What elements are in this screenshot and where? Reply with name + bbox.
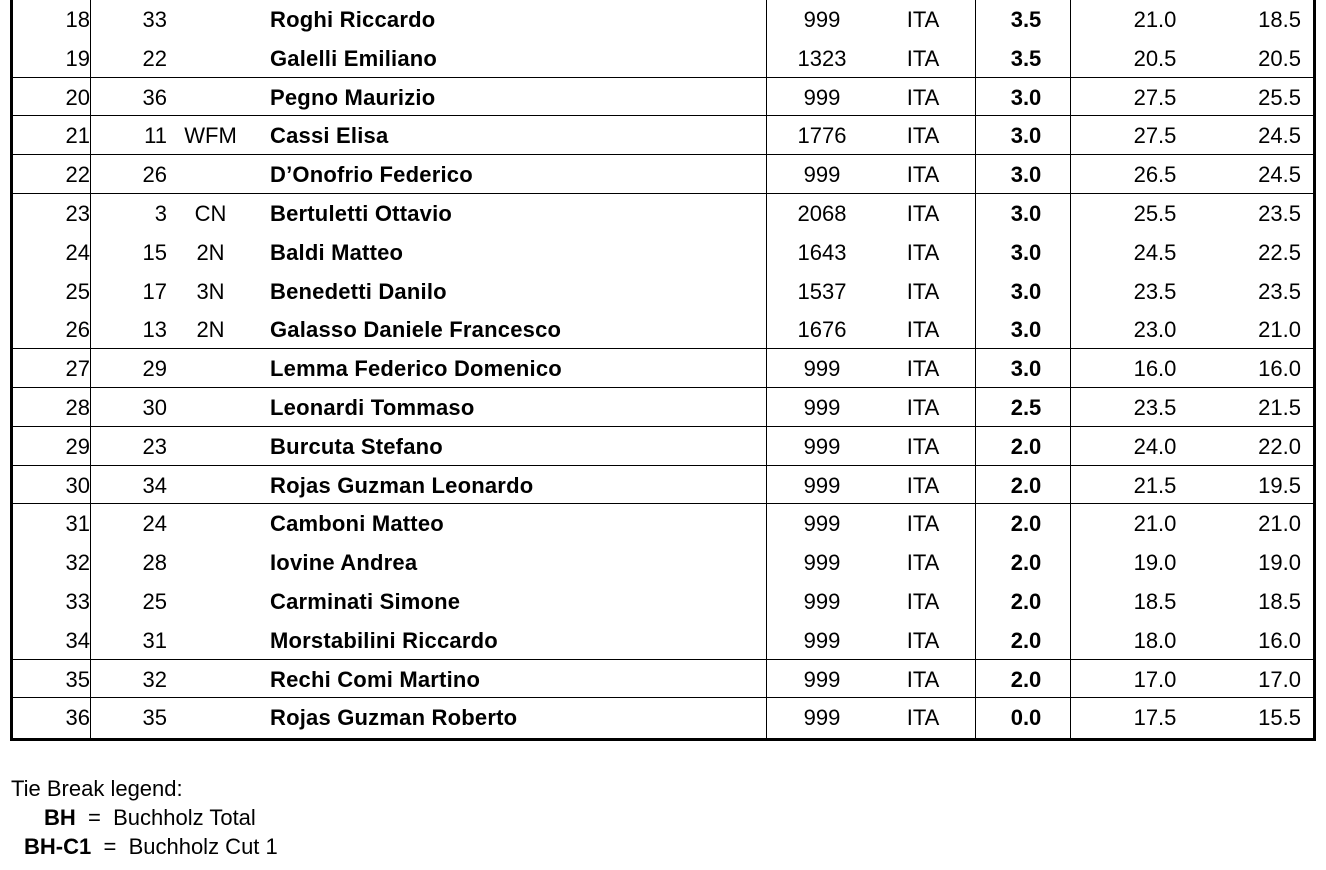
federation-cell: ITA <box>906 472 940 498</box>
rating-cell: 999 <box>803 627 841 653</box>
title-cell <box>173 0 248 39</box>
rating-cell: 1323 <box>797 45 847 71</box>
player-name-cell: Carminati Simone <box>270 589 461 614</box>
rating-cell: 999 <box>803 666 841 692</box>
points-cell: 2.0 <box>1010 627 1042 653</box>
rating-cell: 1776 <box>797 123 847 149</box>
points-cell: 3.0 <box>1010 317 1042 343</box>
federation-cell: ITA <box>906 511 940 537</box>
player-name-cell: Bertuletti Ottavio <box>270 201 453 226</box>
starting-number-cell: 35 <box>142 705 167 731</box>
player-name-cell: Iovine Andrea <box>270 550 418 576</box>
player-name-cell: D’Onofrio Federico <box>270 162 473 188</box>
title-cell: WFM <box>184 123 237 149</box>
title-cell: CN <box>194 201 227 226</box>
starting-number-cell: 26 <box>142 162 167 188</box>
table-row <box>13 504 1313 543</box>
federation-cell: ITA <box>906 395 940 420</box>
starting-number-cell: 30 <box>142 395 167 420</box>
federation-cell: ITA <box>906 278 940 304</box>
title-cell <box>173 660 248 699</box>
rating-cell: 999 <box>803 162 841 188</box>
buchholz-cell: 24.5 <box>1133 239 1177 265</box>
buchholz-cut1-cell: 21.5 <box>1258 395 1301 420</box>
player-name-cell: Morstabilini Riccardo <box>270 627 498 653</box>
player-name-cell: Benedetti Danilo <box>270 278 447 304</box>
rank-cell: 35 <box>65 666 90 692</box>
rating-cell: 999 <box>803 84 841 110</box>
table-row <box>13 39 1313 78</box>
rating-cell: 999 <box>803 511 841 537</box>
buchholz-cut1-cell: 23.5 <box>1258 278 1301 304</box>
rank-cell: 20 <box>65 84 90 110</box>
standings-table <box>10 0 1316 741</box>
title-cell: 2N <box>196 239 225 265</box>
rank-cell: 32 <box>65 550 90 576</box>
federation-cell: ITA <box>906 45 940 71</box>
starting-number-cell: 13 <box>142 317 167 343</box>
points-cell: 3.5 <box>1010 7 1042 32</box>
rating-cell: 999 <box>803 433 841 459</box>
legend-heading: Tie Break legend: <box>11 776 183 801</box>
rank-cell: 21 <box>65 123 90 149</box>
table-row <box>13 660 1313 699</box>
starting-number-cell: 34 <box>142 472 167 498</box>
buchholz-cut1-cell: 22.5 <box>1258 239 1301 265</box>
starting-number-cell: 15 <box>142 239 167 265</box>
rank-cell: 29 <box>65 433 90 459</box>
rank-cell: 34 <box>65 627 90 653</box>
federation-cell: ITA <box>906 589 940 614</box>
points-cell: 3.0 <box>1010 278 1042 304</box>
rank-cell: 18 <box>65 7 90 32</box>
title-cell <box>173 582 248 621</box>
title-cell <box>173 388 248 427</box>
buchholz-cell: 19.0 <box>1133 550 1177 576</box>
buchholz-cut1-cell: 24.5 <box>1258 123 1301 149</box>
table-row <box>13 621 1313 660</box>
buchholz-cell: 21.0 <box>1133 511 1177 537</box>
buchholz-cut1-cell: 17.0 <box>1258 666 1301 692</box>
title-cell <box>173 39 248 78</box>
starting-number-cell: 31 <box>142 627 167 653</box>
points-cell: 2.5 <box>1010 395 1042 420</box>
points-cell: 2.0 <box>1010 511 1042 537</box>
buchholz-cut1-cell: 16.0 <box>1258 627 1301 653</box>
buchholz-cell: 18.5 <box>1133 589 1177 614</box>
buchholz-cut1-cell: 24.5 <box>1258 162 1301 188</box>
table-row <box>13 116 1313 155</box>
federation-cell: ITA <box>906 317 940 343</box>
table-row <box>13 155 1313 194</box>
points-cell: 3.0 <box>1010 356 1042 382</box>
table-row <box>13 466 1313 505</box>
buchholz-cell: 17.5 <box>1133 705 1177 731</box>
player-name-cell: Rechi Comi Martino <box>270 666 481 692</box>
starting-number-cell: 25 <box>142 589 167 614</box>
starting-number-cell: 36 <box>142 84 167 110</box>
points-cell: 3.0 <box>1010 239 1042 265</box>
table-row <box>13 310 1313 349</box>
buchholz-cell: 21.0 <box>1133 7 1177 32</box>
title-cell <box>173 427 248 466</box>
rating-cell: 1676 <box>797 317 847 343</box>
buchholz-cut1-cell: 18.5 <box>1258 7 1301 32</box>
rank-cell: 23 <box>65 201 90 226</box>
rating-cell: 1537 <box>797 278 847 304</box>
player-name-cell: Galelli Emiliano <box>270 45 438 71</box>
table-row <box>13 698 1313 737</box>
starting-number-cell: 3 <box>154 201 167 226</box>
rank-cell: 25 <box>65 278 90 304</box>
buchholz-cell: 23.0 <box>1133 317 1177 343</box>
points-cell: 3.0 <box>1010 84 1042 110</box>
buchholz-cut1-cell: 20.5 <box>1258 45 1301 71</box>
table-row <box>13 543 1313 582</box>
buchholz-cell: 18.0 <box>1133 627 1177 653</box>
federation-cell: ITA <box>906 162 940 188</box>
title-cell <box>173 155 248 194</box>
points-cell: 3.5 <box>1010 45 1042 71</box>
player-name-cell: Pegno Maurizio <box>270 84 436 110</box>
federation-cell: ITA <box>906 7 940 32</box>
title-cell <box>173 466 248 505</box>
federation-cell: ITA <box>906 123 940 149</box>
buchholz-cut1-cell: 18.5 <box>1258 589 1301 614</box>
title-cell <box>173 621 248 660</box>
rating-cell: 999 <box>803 472 841 498</box>
buchholz-cut1-cell: 16.0 <box>1258 356 1301 382</box>
rank-cell: 19 <box>65 45 90 71</box>
rank-cell: 36 <box>65 705 90 731</box>
federation-cell: ITA <box>906 356 940 382</box>
rank-cell: 30 <box>65 472 90 498</box>
table-row <box>13 388 1313 427</box>
table-row <box>13 78 1313 117</box>
points-cell: 2.0 <box>1010 666 1042 692</box>
points-cell: 2.0 <box>1010 589 1042 614</box>
buchholz-cell: 21.5 <box>1133 472 1177 498</box>
buchholz-cut1-cell: 22.0 <box>1258 433 1301 459</box>
buchholz-cut1-cell: 21.0 <box>1258 511 1301 537</box>
starting-number-cell: 32 <box>142 666 167 692</box>
rating-cell: 2068 <box>797 201 847 226</box>
title-cell <box>173 78 248 117</box>
rank-cell: 24 <box>65 239 90 265</box>
buchholz-cut1-cell: 15.5 <box>1258 705 1301 731</box>
player-name-cell: Rojas Guzman Roberto <box>270 705 518 731</box>
starting-number-cell: 22 <box>142 45 167 71</box>
player-name-cell: Baldi Matteo <box>270 239 404 265</box>
starting-number-cell: 17 <box>142 278 167 304</box>
buchholz-cell: 23.5 <box>1133 278 1177 304</box>
table-row <box>13 0 1313 39</box>
player-name-cell: Galasso Daniele Francesco <box>270 317 562 343</box>
player-name-cell: Burcuta Stefano <box>270 433 443 459</box>
player-name-cell: Leonardi Tommaso <box>270 395 475 420</box>
points-cell: 3.0 <box>1010 123 1042 149</box>
rank-cell: 28 <box>65 395 90 420</box>
buchholz-cell: 16.0 <box>1133 356 1177 382</box>
table-row <box>13 272 1313 311</box>
buchholz-cell: 25.5 <box>1133 201 1177 226</box>
starting-number-cell: 23 <box>142 433 167 459</box>
player-name-cell: Cassi Elisa <box>270 123 389 149</box>
federation-cell: ITA <box>906 84 940 110</box>
table-row <box>13 194 1313 233</box>
buchholz-cell: 20.5 <box>1133 45 1177 71</box>
starting-number-cell: 29 <box>142 356 167 382</box>
federation-cell: ITA <box>906 239 940 265</box>
rating-cell: 999 <box>803 705 841 731</box>
title-cell <box>173 349 248 388</box>
points-cell: 3.0 <box>1010 162 1042 188</box>
starting-number-cell: 33 <box>142 7 167 32</box>
buchholz-cut1-cell: 23.5 <box>1258 201 1301 226</box>
buchholz-cut1-cell: 19.5 <box>1258 472 1301 498</box>
rank-cell: 31 <box>65 511 90 537</box>
title-cell <box>173 698 248 737</box>
buchholz-cut1-cell: 21.0 <box>1258 317 1301 343</box>
legend-item-bh-c1: BH-C1 = Buchholz Cut 1 <box>24 834 278 859</box>
title-cell <box>173 543 248 582</box>
starting-number-cell: 24 <box>142 511 167 537</box>
table-row <box>13 349 1313 388</box>
rating-cell: 999 <box>803 356 841 382</box>
starting-number-cell: 11 <box>144 123 167 149</box>
legend-item-bh: BH = Buchholz Total <box>44 805 256 830</box>
points-cell: 0.0 <box>1010 705 1042 731</box>
title-cell: 2N <box>196 317 225 343</box>
buchholz-cell: 23.5 <box>1133 395 1177 420</box>
rating-cell: 999 <box>803 589 841 614</box>
rating-cell: 999 <box>803 395 841 420</box>
table-row <box>13 582 1313 621</box>
points-cell: 2.0 <box>1010 433 1042 459</box>
title-cell <box>173 504 248 543</box>
federation-cell: ITA <box>906 550 940 576</box>
rating-cell: 999 <box>803 7 841 32</box>
player-name-cell: Camboni Matteo <box>270 511 444 537</box>
federation-cell: ITA <box>906 666 940 692</box>
player-name-cell: Lemma Federico Domenico <box>270 356 562 382</box>
buchholz-cell: 27.5 <box>1133 123 1177 149</box>
rating-cell: 1643 <box>797 239 847 265</box>
rank-cell: 22 <box>65 162 90 188</box>
buchholz-cell: 24.0 <box>1133 433 1177 459</box>
tie-break-legend <box>11 774 278 861</box>
rating-cell: 999 <box>803 550 841 576</box>
buchholz-cell: 17.0 <box>1133 666 1177 692</box>
points-cell: 2.0 <box>1010 550 1042 576</box>
buchholz-cell: 27.5 <box>1133 84 1177 110</box>
player-name-cell: Rojas Guzman Leonardo <box>270 472 534 498</box>
federation-cell: ITA <box>906 201 940 226</box>
points-cell: 3.0 <box>1010 201 1042 226</box>
federation-cell: ITA <box>906 627 940 653</box>
rank-cell: 26 <box>65 317 90 343</box>
table-row <box>13 427 1313 466</box>
federation-cell: ITA <box>906 705 940 731</box>
player-name-cell: Roghi Riccardo <box>270 7 436 32</box>
buchholz-cut1-cell: 25.5 <box>1258 84 1301 110</box>
rank-cell: 27 <box>65 356 90 382</box>
starting-number-cell: 28 <box>142 550 167 576</box>
rank-cell: 33 <box>65 589 90 614</box>
table-row <box>13 233 1313 272</box>
buchholz-cut1-cell: 19.0 <box>1258 550 1301 576</box>
title-cell: 3N <box>196 278 225 304</box>
federation-cell: ITA <box>906 433 940 459</box>
buchholz-cell: 26.5 <box>1133 162 1177 188</box>
points-cell: 2.0 <box>1010 472 1042 498</box>
